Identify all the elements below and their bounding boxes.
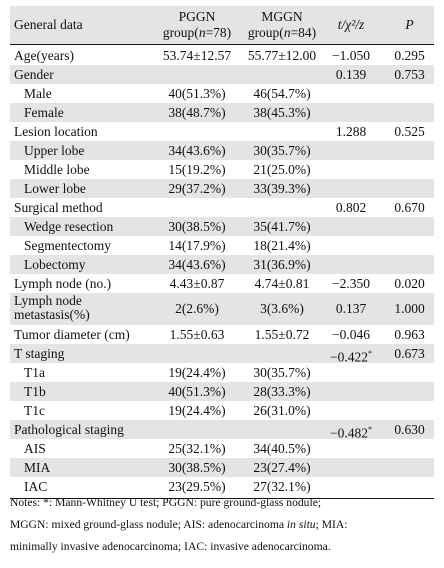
statistic-value: 0.137 xyxy=(335,301,367,316)
row-label: T1a xyxy=(24,365,45,380)
statistic-value: −0.046 xyxy=(332,327,370,342)
row-label: MIA xyxy=(24,460,51,475)
p-value: 0.630 xyxy=(394,422,425,437)
table-row xyxy=(10,198,434,217)
table-row xyxy=(10,458,434,477)
mggn-value: 27(32.1%) xyxy=(253,479,311,494)
table-row xyxy=(10,122,434,141)
pggn-value: 30(38.5%) xyxy=(168,219,226,234)
mggn-value: 55.77±12.00 xyxy=(247,48,317,63)
table-row xyxy=(10,439,434,458)
pggn-value: 30(38.5%) xyxy=(168,460,226,475)
statistic-value: 0.802 xyxy=(335,200,367,215)
table-notes xyxy=(10,492,434,558)
notes-line-2: MGGN: mixed ground-glass nodule; AIS: adenocarcinoma in situ; MIA: xyxy=(10,518,348,531)
p-value: 0.673 xyxy=(394,346,425,361)
header-mggn: MGGN group(n=84) xyxy=(247,9,317,40)
p-value: 0.670 xyxy=(394,200,425,215)
pggn-value: 38(48.7%) xyxy=(168,105,226,120)
mggn-value: 3(3.6%) xyxy=(260,301,304,316)
header-statistic: t/χ²/z xyxy=(337,17,365,32)
header-rule xyxy=(10,44,434,45)
table-row xyxy=(10,217,434,236)
row-label: Pathological staging xyxy=(14,422,124,437)
mggn-value: 31(36.9%) xyxy=(253,257,311,272)
table-row xyxy=(10,274,434,293)
pggn-value: 34(43.6%) xyxy=(168,143,226,158)
mggn-value: 18(21.4%) xyxy=(253,238,311,253)
table-header xyxy=(10,6,434,44)
row-label: T staging xyxy=(14,346,65,361)
statistic-value: 1.288 xyxy=(335,124,367,139)
p-value: 1.000 xyxy=(394,301,425,316)
pggn-value: 40(51.3%) xyxy=(168,384,226,399)
table-row xyxy=(10,84,434,103)
table-row xyxy=(10,236,434,255)
p-value: 0.295 xyxy=(394,48,425,63)
pggn-value: 40(51.3%) xyxy=(168,86,226,101)
table-row xyxy=(10,420,434,439)
row-label: IAC xyxy=(24,479,48,494)
table-row xyxy=(10,65,434,84)
row-label: Tumor diameter (cm) xyxy=(14,327,130,342)
p-value: 0.963 xyxy=(394,327,425,342)
row-label: Lower lobe xyxy=(24,181,86,196)
row-label: T1c xyxy=(24,403,45,418)
row-label: Female xyxy=(24,105,64,120)
pggn-value: 1.55±0.63 xyxy=(169,327,225,342)
mggn-value: 38(45.3%) xyxy=(253,105,311,120)
p-value: 0.753 xyxy=(394,67,425,82)
mggn-value: 28(33.3%) xyxy=(253,384,311,399)
table-row xyxy=(10,46,434,65)
pggn-value: 53.74±12.57 xyxy=(162,48,232,63)
pggn-value: 14(17.9%) xyxy=(168,238,226,253)
pggn-value: 19(24.4%) xyxy=(168,365,226,380)
mggn-value: 1.55±0.72 xyxy=(254,327,310,342)
mggn-value: 30(35.7%) xyxy=(253,365,311,380)
pggn-value: 15(19.2%) xyxy=(168,162,226,177)
pggn-value: 19(24.4%) xyxy=(168,403,226,418)
mggn-value: 34(40.5%) xyxy=(253,441,311,456)
p-value: 0.020 xyxy=(394,276,425,291)
row-label: Upper lobe xyxy=(24,143,85,158)
table-row xyxy=(10,344,434,363)
table-row xyxy=(10,401,434,420)
header-general-data: General data xyxy=(14,17,83,32)
table-row xyxy=(10,293,434,325)
p-value: 0.525 xyxy=(394,124,425,139)
table-row xyxy=(10,255,434,274)
notes-line-1: Notes: *: Mann-Whitney U test; PGGN: pure ground-glass nodule; xyxy=(10,496,322,509)
table-row xyxy=(10,382,434,401)
statistic-value: 0.139 xyxy=(335,67,367,82)
table-row xyxy=(10,179,434,198)
pggn-value: 34(43.6%) xyxy=(168,257,226,272)
notes-line-3: minimally invasive adenocarcinoma; IAC: invasive adenocarcinoma. xyxy=(10,540,331,553)
row-label: AIS xyxy=(24,441,46,456)
statistic-value: −2.350 xyxy=(332,276,370,291)
table-row xyxy=(10,325,434,344)
row-label: Male xyxy=(24,86,52,101)
pggn-value: 25(32.1%) xyxy=(168,441,226,456)
statistic-value: −0.482* xyxy=(330,425,372,441)
mggn-value: 30(35.7%) xyxy=(253,143,311,158)
table-row xyxy=(10,363,434,382)
row-label: Gender xyxy=(14,67,54,82)
mggn-value: 4.74±0.81 xyxy=(254,276,310,291)
pggn-value: 2(2.6%) xyxy=(175,301,219,316)
table-row xyxy=(10,160,434,179)
header-pggn: PGGN group(n=78) xyxy=(162,9,232,40)
row-label: Lesion location xyxy=(14,124,98,139)
row-label: Wedge resection xyxy=(24,219,114,234)
mggn-value: 21(25.0%) xyxy=(253,162,311,177)
mggn-value: 33(39.3%) xyxy=(253,181,311,196)
mggn-value: 26(31.0%) xyxy=(253,403,311,418)
mggn-value: 35(41.7%) xyxy=(253,219,311,234)
row-label: Middle lobe xyxy=(24,162,90,177)
row-label: Age(years) xyxy=(14,48,74,63)
statistic-value: −1.050 xyxy=(332,48,370,63)
table-row xyxy=(10,141,434,160)
table-row xyxy=(10,103,434,122)
pggn-value: 4.43±0.87 xyxy=(169,276,225,291)
row-label: Lymph node metastasis(%) xyxy=(14,293,90,322)
statistic-value: −0.422* xyxy=(330,349,372,365)
mggn-value: 23(27.4%) xyxy=(253,460,311,475)
row-label: T1b xyxy=(24,384,46,399)
pggn-value: 29(37.2%) xyxy=(168,181,226,196)
row-label: Segmentectomy xyxy=(24,238,111,253)
pggn-value: 23(29.5%) xyxy=(168,479,226,494)
row-label: Lymph node (no.) xyxy=(14,276,112,291)
mggn-value: 46(54.7%) xyxy=(253,86,311,101)
header-p-value: P xyxy=(405,17,414,32)
row-label: Surgical method xyxy=(14,200,103,215)
row-label: Lobectomy xyxy=(24,257,86,272)
